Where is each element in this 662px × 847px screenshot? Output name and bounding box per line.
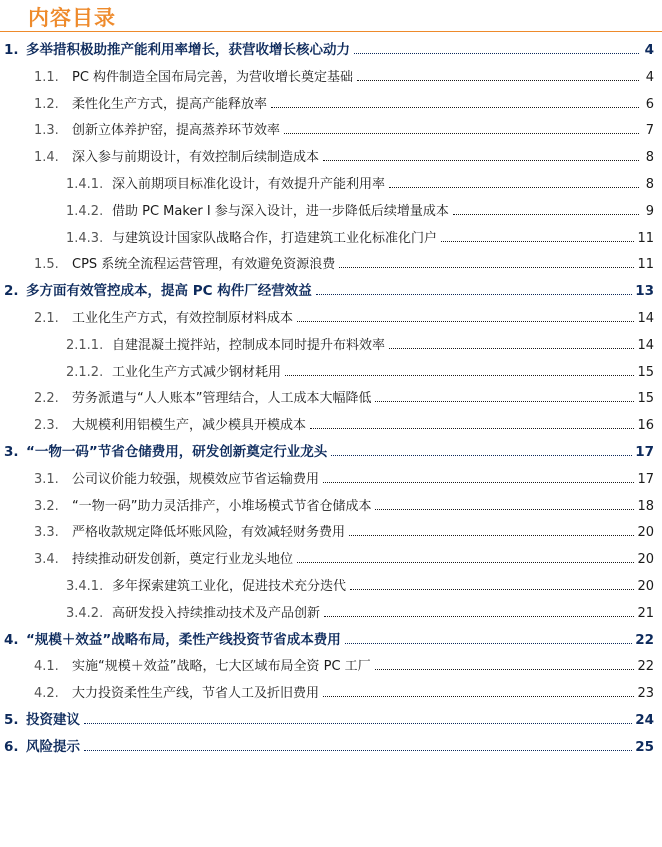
toc-entry[interactable] xyxy=(34,465,654,491)
toc-entry-page: 7 xyxy=(645,123,654,139)
toc-entry[interactable] xyxy=(4,733,654,759)
dot-leader xyxy=(323,482,634,483)
dot-leader xyxy=(297,562,634,563)
toc-entry-title: 大力投资柔性生产线，节省人工及折旧费用 xyxy=(72,686,320,702)
toc-entry-page: 22 xyxy=(637,659,654,675)
toc-entry-title: 大规模利用铝模生产，减少模具开模成本 xyxy=(72,418,307,434)
dot-leader xyxy=(271,107,639,108)
toc-entry-number: 3. xyxy=(4,444,19,460)
dot-leader xyxy=(453,214,639,215)
toc-entry-number: 1.3. xyxy=(34,123,59,139)
toc-entry-page: 20 xyxy=(637,579,654,594)
toc-entry-page: 17 xyxy=(635,444,654,460)
toc-entry-number: 1.2. xyxy=(34,96,59,112)
toc-entry-title: 工业化生产方式，有效控制原材料成本 xyxy=(72,311,294,326)
toc-title: 内容目录 xyxy=(28,6,116,30)
toc-entry-title: 风险提示 xyxy=(26,738,80,755)
toc-entry-title: 实施“规模＋效益”战略，七大区域布局全资 PC 工厂 xyxy=(72,659,371,675)
toc-entry[interactable] xyxy=(66,224,654,250)
dot-leader xyxy=(389,187,639,188)
toc-entry-title: 投资建议 xyxy=(26,712,80,728)
toc-entry-page: 21 xyxy=(637,605,654,621)
toc-entry-page: 23 xyxy=(637,686,654,702)
toc-entry[interactable] xyxy=(34,250,654,276)
toc-entry-page: 14 xyxy=(637,337,654,353)
toc-entry-title: 自建混凝土搅拌站，控制成本同时提升布料效率 xyxy=(112,337,386,353)
toc-entry-page: 24 xyxy=(635,712,654,728)
toc-entry-page: 25 xyxy=(635,738,654,755)
dot-leader xyxy=(84,750,632,751)
toc-entry-number: 4.2. xyxy=(34,686,59,702)
dot-leader xyxy=(339,267,634,268)
toc-entry-title: “一物一码”节省仓储费用，研发创新奠定行业龙头 xyxy=(26,444,328,460)
toc-entry[interactable] xyxy=(66,572,654,598)
toc-entry-number: 2.1. xyxy=(34,311,59,326)
toc-entry-page: 20 xyxy=(637,525,654,541)
toc-entry-page: 4 xyxy=(644,42,654,58)
toc-entry-number: 2.3. xyxy=(34,418,59,434)
toc-entry-number: 6. xyxy=(4,738,19,755)
toc-entry[interactable] xyxy=(34,304,654,330)
toc-entry-number: 3.1. xyxy=(34,471,59,487)
toc-entry[interactable] xyxy=(34,116,654,142)
toc-entry[interactable] xyxy=(66,331,654,357)
toc-entry-page: 14 xyxy=(637,311,654,326)
toc-entry-number: 1.4. xyxy=(34,150,59,166)
toc-entry-number: 3.4. xyxy=(34,552,59,568)
dot-leader xyxy=(441,241,634,242)
dot-leader xyxy=(331,455,632,456)
dot-leader xyxy=(357,80,639,81)
toc-entry-number: 2. xyxy=(4,283,19,300)
toc-entry-page: 20 xyxy=(637,552,654,568)
toc-entry-number: 3.4.1. xyxy=(66,579,104,594)
dot-leader xyxy=(389,348,634,349)
dot-leader xyxy=(345,643,632,644)
toc-entry[interactable] xyxy=(34,652,654,678)
dot-leader xyxy=(350,589,634,590)
toc-entry-number: 3.2. xyxy=(34,498,59,514)
toc-entry-number: 1. xyxy=(4,42,19,58)
toc-entry-page: 11 xyxy=(637,230,654,246)
toc-entry-page: 13 xyxy=(635,283,654,300)
toc-entry[interactable] xyxy=(34,411,654,437)
title-rule xyxy=(0,31,662,32)
toc-entry-title: 柔性化生产方式，提高产能释放率 xyxy=(72,96,268,112)
dot-leader xyxy=(310,428,634,429)
toc-entry[interactable] xyxy=(34,384,654,410)
toc-entry-title: 严格收款规定降低坏账风险，有效减轻财务费用 xyxy=(72,525,346,541)
dot-leader xyxy=(349,535,634,536)
toc-entry[interactable] xyxy=(34,518,654,544)
toc-entry-page: 15 xyxy=(637,391,654,407)
dot-leader xyxy=(375,401,634,402)
toc-entry-page: 18 xyxy=(637,498,654,514)
toc-entry[interactable] xyxy=(4,277,654,303)
toc-entry-page: 15 xyxy=(637,364,654,380)
toc-entry-number: 1.4.3. xyxy=(66,230,104,246)
dot-leader xyxy=(375,669,635,670)
toc-entry-title: 与建筑设计国家队战略合作，打造建筑工业化标准化门户 xyxy=(112,230,438,246)
toc-entry-page: 8 xyxy=(645,150,654,166)
toc-entry-number: 5. xyxy=(4,712,19,728)
toc-entry-title: 持续推动研发创新，奠定行业龙头地位 xyxy=(72,552,294,568)
toc-entry-title: PC 构件制造全国布局完善，为营收增长奠定基础 xyxy=(72,69,354,85)
toc-entry-number: 1.4.2. xyxy=(66,203,104,219)
dot-leader xyxy=(354,53,639,54)
toc-entry-title: 多方面有效管控成本，提高 PC 构件厂经营效益 xyxy=(26,283,312,300)
dot-leader xyxy=(323,160,639,161)
toc-entry-page: 8 xyxy=(645,177,654,192)
dot-leader xyxy=(285,375,634,376)
toc-entry-title: “规模＋效益”战略布局，柔性产线投资节省成本费用 xyxy=(26,631,341,648)
dot-leader xyxy=(84,723,632,724)
toc-entry[interactable] xyxy=(4,438,654,464)
toc-entry-page: 9 xyxy=(645,203,654,219)
toc-entry[interactable] xyxy=(4,36,654,62)
toc-entry-page: 22 xyxy=(635,631,654,648)
toc-entry-number: 3.4.2. xyxy=(66,605,104,621)
toc-entry-title: 多举措积极助推产能利用率增长，获营收增长核心动力 xyxy=(26,42,350,58)
toc-entry-title: 劳务派遣与“人人账本”管理结合，人工成本大幅降低 xyxy=(72,391,372,407)
toc-entry-title: 公司议价能力较强，规模效应节省运输费用 xyxy=(72,471,320,487)
toc-entry[interactable] xyxy=(66,358,654,384)
toc-entry-title: 创新立体养护窑，提高蒸养环节效率 xyxy=(72,123,281,139)
toc-entry-title: 工业化生产方式减少钢材耗用 xyxy=(112,364,282,380)
dot-leader xyxy=(297,321,634,322)
toc-entry-title: 深入前期项目标准化设计，有效提升产能利用率 xyxy=(112,177,386,192)
toc-entry-title: CPS 系统全流程运营管理，有效避免资源浪费 xyxy=(72,257,336,273)
dot-leader xyxy=(324,616,634,617)
toc-entry[interactable] xyxy=(34,545,654,571)
toc-entry[interactable] xyxy=(66,197,654,223)
toc-entry-title: 深入参与前期设计，有效控制后续制造成本 xyxy=(72,150,320,166)
toc-entry-number: 3.3. xyxy=(34,525,59,541)
toc-entry-number: 1.4.1. xyxy=(66,177,104,192)
toc-entry[interactable] xyxy=(34,90,654,116)
toc-entry[interactable] xyxy=(34,492,654,518)
toc-entry-title: 多年探索建筑工业化，促进技术充分迭代 xyxy=(112,579,347,594)
toc-entry-number: 2.1.2. xyxy=(66,364,104,380)
toc-entry[interactable] xyxy=(4,706,654,732)
toc-entry[interactable] xyxy=(66,599,654,625)
toc-entry-page: 17 xyxy=(637,471,654,487)
dot-leader xyxy=(375,509,634,510)
toc-entry-number: 4. xyxy=(4,631,19,648)
toc-entry-number: 2.1.1. xyxy=(66,337,104,353)
toc-entry-page: 4 xyxy=(645,69,654,85)
toc-entry-page: 6 xyxy=(645,96,654,112)
toc-entry-number: 1.5. xyxy=(34,257,59,273)
toc-entry[interactable] xyxy=(34,143,654,169)
dot-leader xyxy=(316,294,633,295)
toc-entry-title: “一物一码”助力灵活排产，小堆场模式节省仓储成本 xyxy=(72,498,372,514)
toc-entry[interactable] xyxy=(4,626,654,652)
toc-entry-page: 11 xyxy=(637,257,654,273)
toc-entry[interactable] xyxy=(34,679,654,705)
toc-entry-number: 2.2. xyxy=(34,391,59,407)
toc-entry-page: 16 xyxy=(637,418,654,434)
toc-entry-title: 高研发投入持续推动技术及产品创新 xyxy=(112,605,321,621)
toc-entry[interactable] xyxy=(66,170,654,196)
toc-entry-number: 4.1. xyxy=(34,659,59,675)
toc-entry-title: 借助 PC Maker I 参与深入设计，进一步降低后续增量成本 xyxy=(112,203,449,219)
dot-leader xyxy=(323,696,634,697)
dot-leader xyxy=(284,133,639,134)
toc-entry[interactable] xyxy=(34,63,654,89)
toc-entry-number: 1.1. xyxy=(34,69,59,85)
